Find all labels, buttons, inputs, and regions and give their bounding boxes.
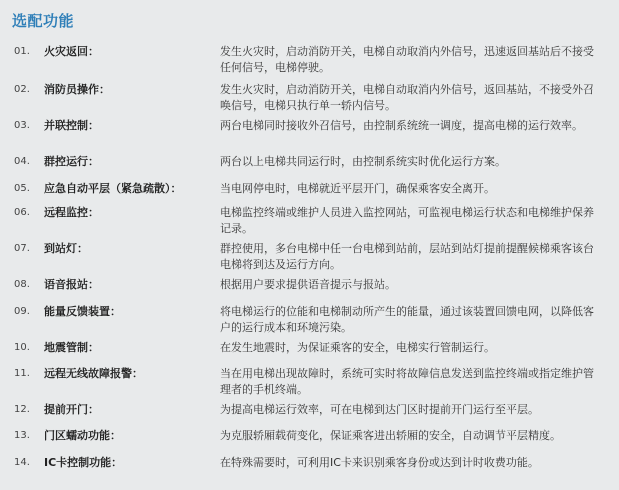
- feature-row: [12, 402, 612, 428]
- feature-row: [12, 340, 612, 366]
- feature-label: 并联控制：: [44, 119, 99, 132]
- feature-description: 电梯监控终端或维护人员进入监控网站，可监视电梯运行状态和电梯维护保养记录。: [220, 206, 594, 235]
- feature-description: 当在用电梯出现故障时，系统可实时将故障信息发送到监控终端或指定维护管理者的手机终端。: [220, 367, 594, 396]
- feature-number: 07.: [14, 243, 30, 254]
- feature-number: 05.: [14, 183, 30, 194]
- feature-row: [12, 154, 612, 181]
- feature-number: 13.: [14, 430, 30, 441]
- feature-description: 当电网停电时，电梯就近平层开门，确保乘客安全离开。: [220, 182, 495, 195]
- feature-description: 在特殊需要时，可利用IC卡来识别乘客身份或达到计时收费功能。: [220, 456, 539, 469]
- feature-number: 03.: [14, 120, 30, 131]
- feature-number: 14.: [14, 457, 30, 468]
- feature-description: 根据用户要求提供语音提示与报站。: [220, 278, 396, 291]
- feature-number: 10.: [14, 342, 30, 353]
- feature-row: [12, 277, 612, 304]
- feature-row: [12, 304, 612, 340]
- feature-label: 群控运行：: [44, 155, 99, 168]
- feature-label: 地震管制：: [44, 341, 99, 354]
- feature-label: IC卡控制功能：: [44, 456, 123, 469]
- feature-description: 在发生地震时，为保证乘客的安全，电梯实行管制运行。: [220, 341, 495, 354]
- feature-label: 语音报站：: [44, 278, 99, 291]
- feature-label: 能量反馈装置：: [44, 305, 121, 318]
- feature-number: 06.: [14, 207, 30, 218]
- feature-number: 08.: [14, 279, 30, 290]
- feature-description: 两台电梯同时接收外召信号，由控制系统统一调度，提高电梯的运行效率。: [220, 119, 583, 132]
- feature-row: [12, 44, 612, 82]
- feature-row: [12, 428, 612, 455]
- feature-row: [12, 205, 612, 241]
- feature-label: 门区蠕动功能：: [44, 429, 121, 442]
- feature-number: 01.: [14, 46, 30, 57]
- feature-row: [12, 455, 612, 479]
- feature-list: [12, 44, 612, 479]
- feature-row: [12, 82, 612, 118]
- feature-number: 12.: [14, 404, 30, 415]
- feature-label: 远程无线故障报警：: [44, 367, 143, 380]
- page-title: 选配功能: [12, 12, 75, 30]
- feature-number: 02.: [14, 84, 30, 95]
- feature-number: 11.: [14, 368, 30, 379]
- feature-number: 04.: [14, 156, 30, 167]
- feature-row: [12, 366, 612, 402]
- feature-description: 群控使用，多台电梯中任一台电梯到站前，层站到站灯提前提醒候梯乘客该台电梯将到达及运行方向。: [220, 242, 594, 271]
- feature-description: 发生火灾时，启动消防开关，电梯自动取消内外信号，迅速返回基站后不接受任何信号，电梯停驶。: [220, 45, 594, 74]
- feature-number: 09.: [14, 306, 30, 317]
- feature-description: 为克服轿厢载荷变化，保证乘客进出轿厢的安全，自动调节平层精度。: [220, 429, 561, 442]
- feature-row: [12, 181, 612, 205]
- feature-row: [12, 241, 612, 277]
- feature-label: 火灾返回：: [44, 45, 99, 58]
- feature-row: [12, 118, 612, 154]
- feature-label: 应急自动平层（紧急疏散）：: [44, 182, 182, 195]
- feature-description: 为提高电梯运行效率，可在电梯到达门区时提前开门运行至平层。: [220, 403, 539, 416]
- feature-label: 提前开门：: [44, 403, 99, 416]
- feature-label: 消防员操作：: [44, 83, 110, 96]
- feature-label: 远程监控：: [44, 206, 99, 219]
- feature-description: 将电梯运行的位能和电梯制动所产生的能量，通过该装置回馈电网，以降低客户的运行成本和环境污染。: [220, 305, 594, 334]
- feature-description: 发生火灾时，启动消防开关，电梯自动取消内外信号，返回基站，不接受外召唤信号，电梯只执行单一轿内信号。: [220, 83, 594, 112]
- feature-label: 到站灯：: [44, 242, 88, 255]
- feature-description: 两台以上电梯共同运行时，由控制系统实时优化运行方案。: [220, 155, 506, 168]
